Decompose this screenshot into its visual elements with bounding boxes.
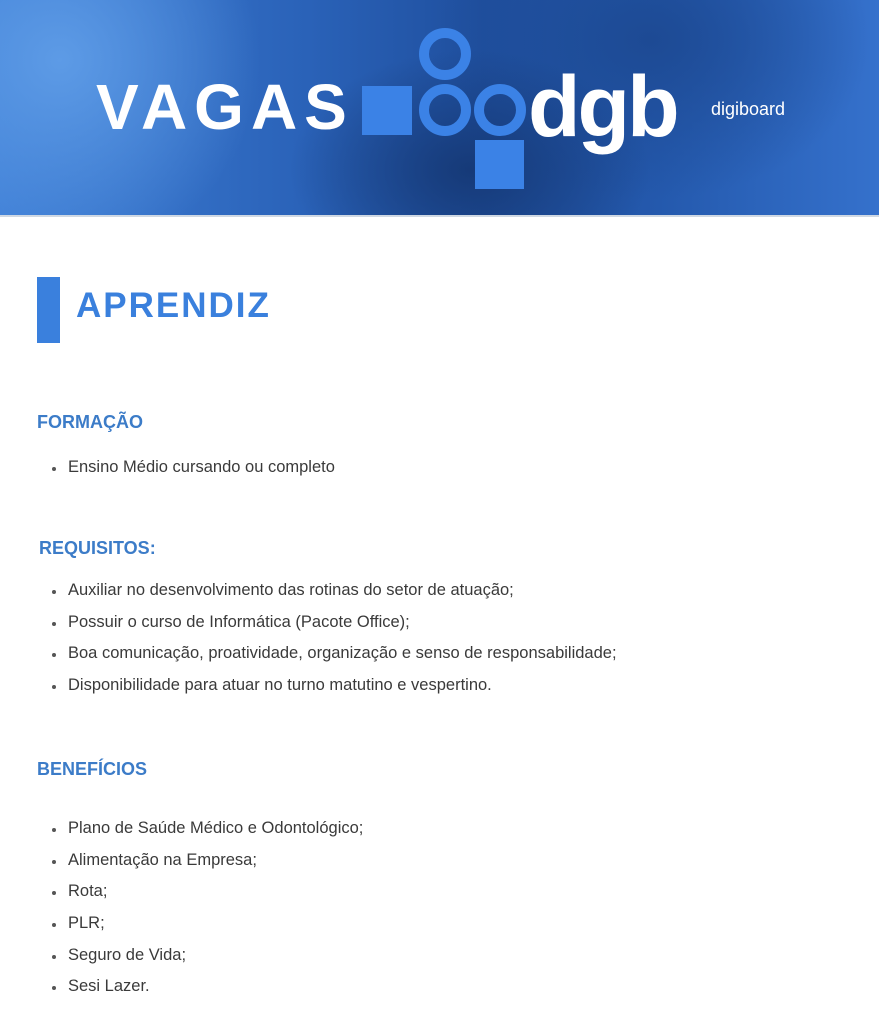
brand-subtitle: digiboard [711,99,786,119]
list-item: Disponibilidade para atuar no turno matutino e vespertino. [50,670,617,702]
beneficios-heading: BENEFÍCIOS [37,759,148,779]
formacao-list [50,452,335,484]
requisitos-heading: REQUISITOS: [39,538,156,558]
list-item: Plano de Saúde Médico e Odontológico; [50,813,363,845]
formacao-heading: FORMAÇÃO [37,412,143,432]
title-accent-bar [37,277,60,343]
divider [0,215,879,217]
beneficios-list [50,813,363,1003]
list-item: Seguro de Vida; [50,940,363,972]
brand-logo-text: dgb [528,59,677,155]
requisitos-list [50,575,617,702]
vagas-logo-text: VAGAS [96,71,354,143]
logo-square-shape [475,140,524,189]
list-item: Rota; [50,876,363,908]
list-item: Boa comunicação, proatividade, organização e senso de responsabilidade; [50,638,617,670]
list-item: PLR; [50,908,363,940]
page-title: APRENDIZ [76,286,271,325]
list-item: Sesi Lazer. [50,971,363,1003]
logo-ring-shape [419,84,471,136]
header-banner [0,0,879,217]
logo-ring-shape [474,84,526,136]
list-item: Possuir o curso de Informática (Pacote Office); [50,607,617,639]
logo-square-shape [362,86,412,135]
logo-ring-shape [419,28,471,80]
list-item: Ensino Médio cursando ou completo [50,452,335,484]
list-item: Alimentação na Empresa; [50,845,363,877]
list-item: Auxiliar no desenvolvimento das rotinas do setor de atuação; [50,575,617,607]
